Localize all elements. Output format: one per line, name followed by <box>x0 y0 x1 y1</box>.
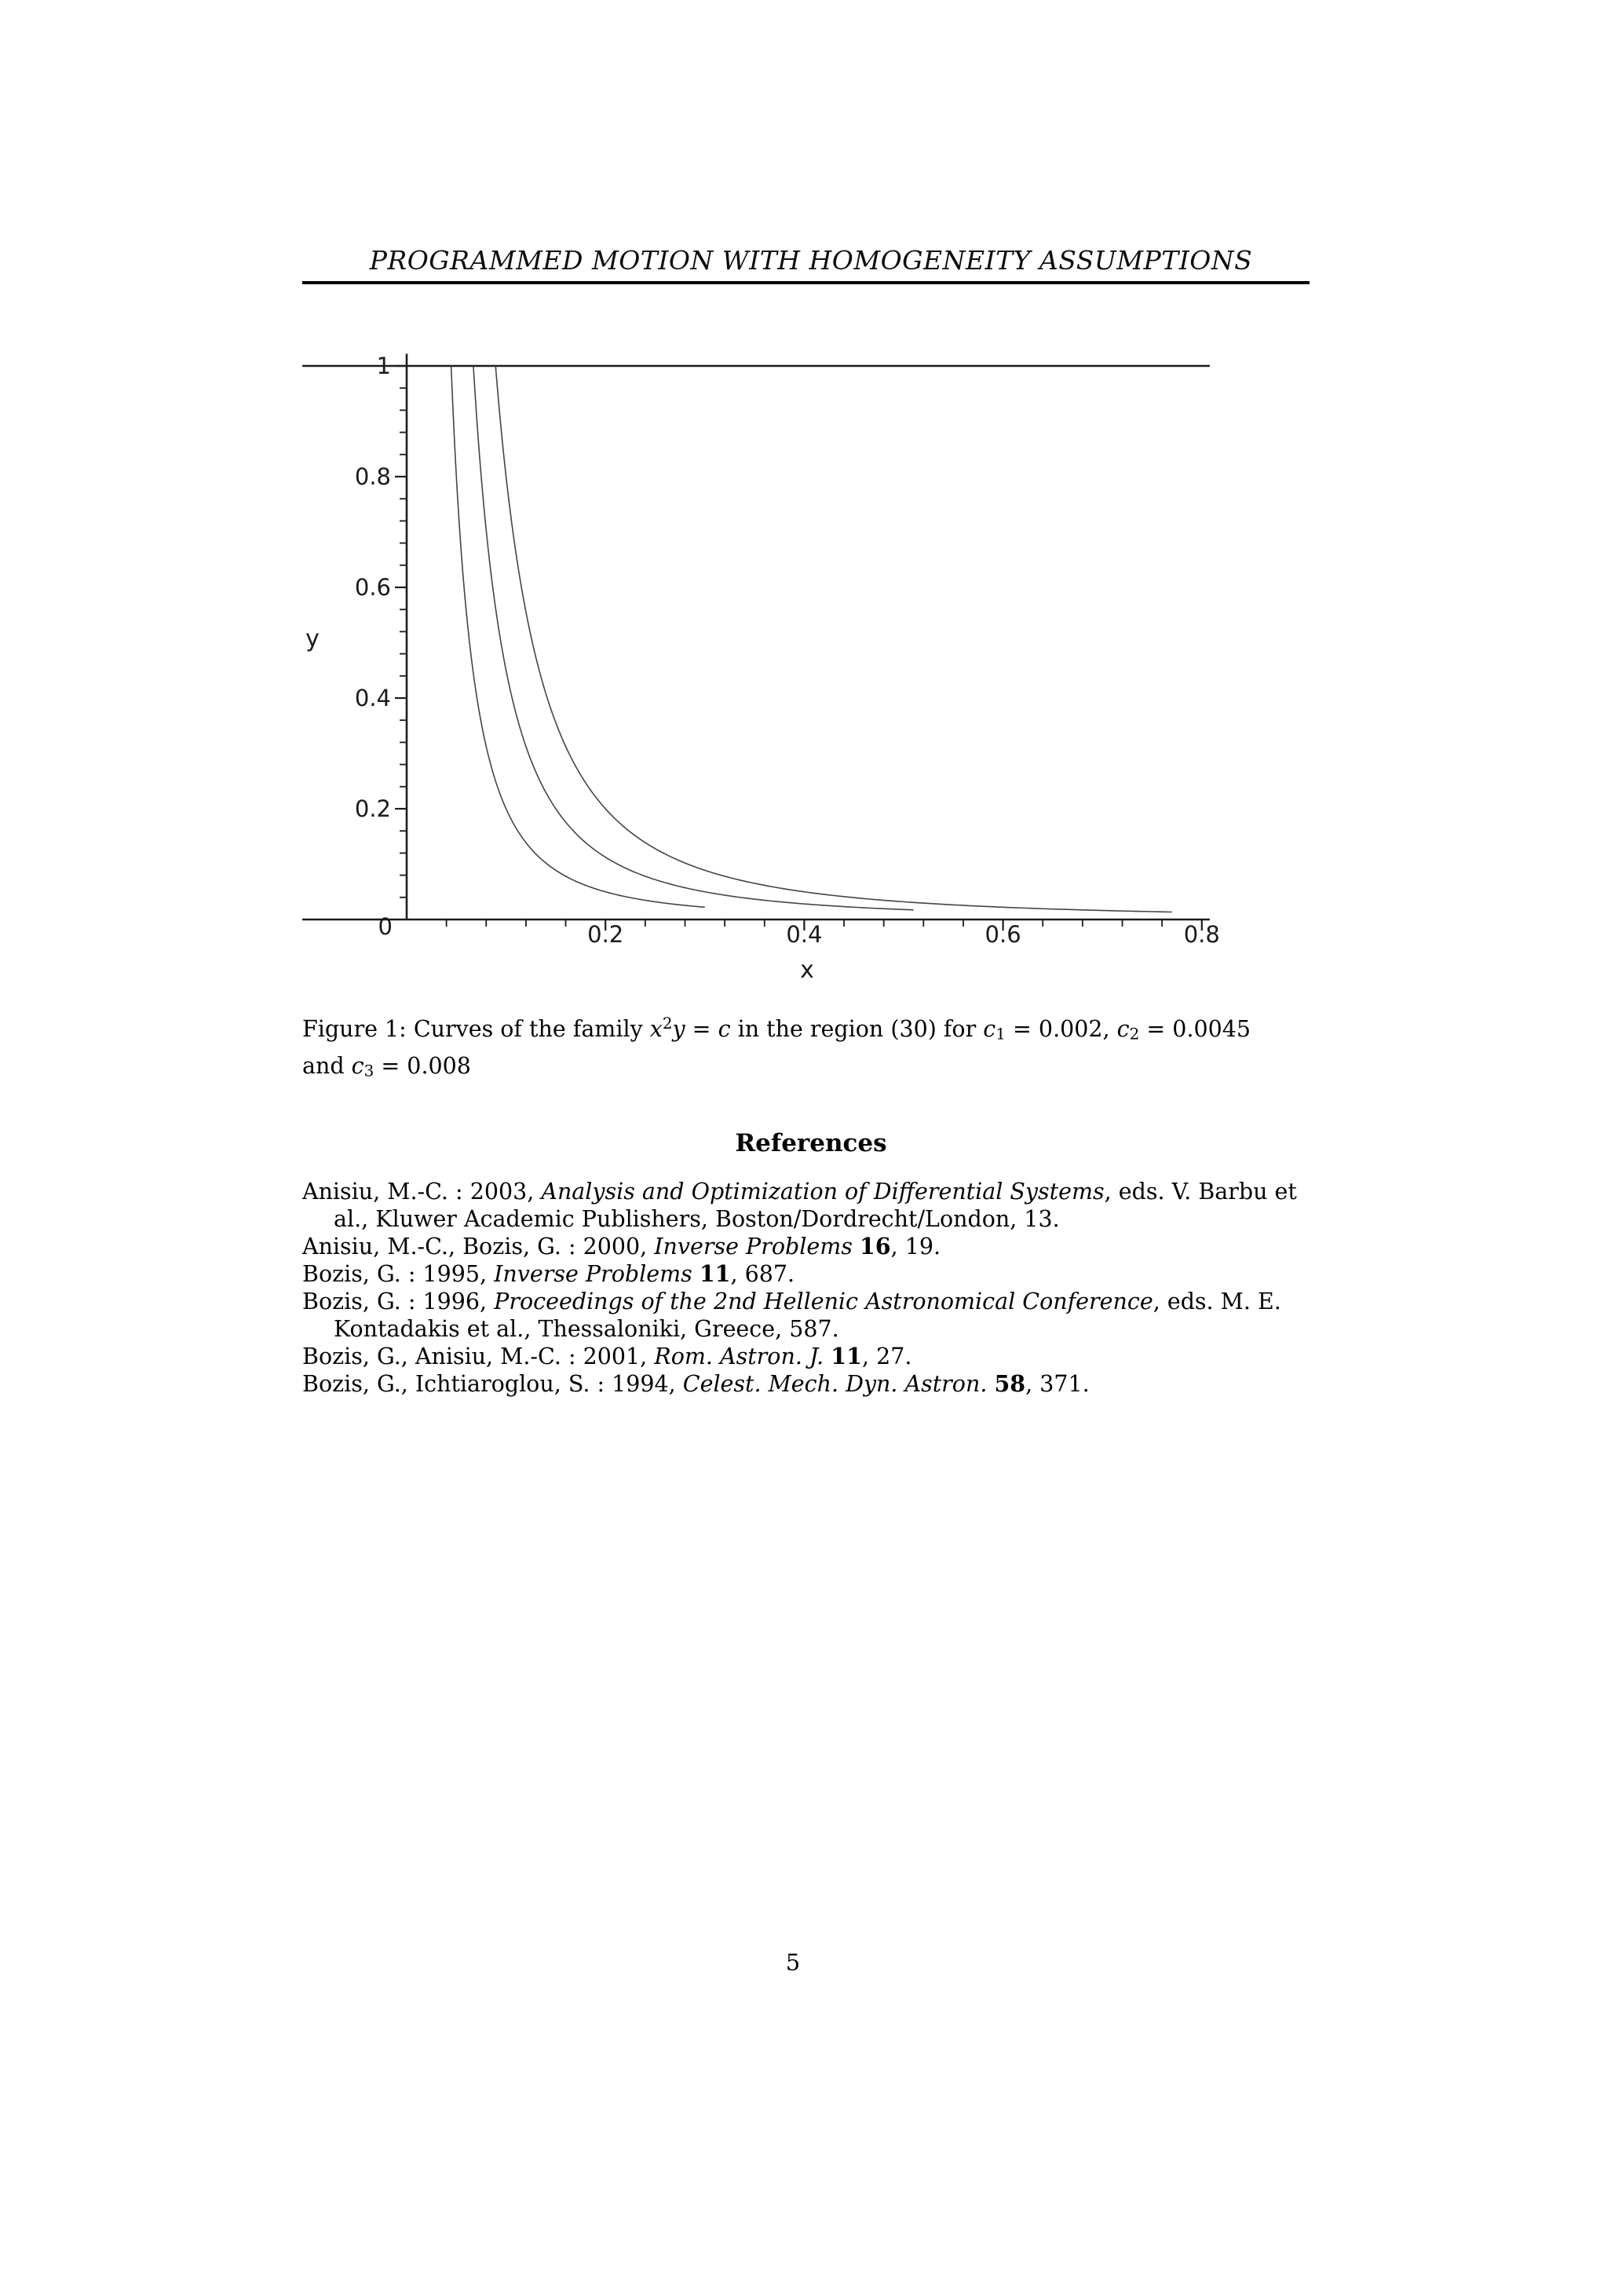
chart-axes <box>302 353 1210 919</box>
y-tick-label: 0.6 <box>354 574 391 601</box>
reference-item: Bozis, G., Ichtiaroglou, S. : 1994, Celest. Mech. Dyn. Astron. 58, 371. <box>302 1370 1090 1397</box>
family-curves <box>451 366 1172 912</box>
y-axis-title: y <box>305 625 320 653</box>
y-tick-label: 0.2 <box>354 795 391 822</box>
x-tick-label: 0.2 <box>587 921 624 948</box>
x-tick-label: 0.4 <box>786 921 823 948</box>
reference-item: Bozis, G. : 1996, Proceedings of the 2nd Hellenic Astronomical Conference, eds. M. E. Kontadakis et al., Thessaloniki, Greece, 587. <box>302 1289 1281 1342</box>
reference-item: Anisiu, M.-C., Bozis, G. : 2000, Inverse Problems 16, 19. <box>302 1233 941 1260</box>
reference-item: Anisiu, M.-C. : 2003, Analysis and Optimization of Differential Systems, eds. V. Barbu et al., Kluwer Academic Publishers, Boston/Dordrecht/London, 13. <box>302 1179 1297 1232</box>
curve-c1 <box>451 366 705 907</box>
y-tick-label: 0.8 <box>354 463 391 490</box>
figure1 <box>259 330 1343 1005</box>
figure1-chart <box>259 330 1343 1005</box>
running-title: PROGRAMMED MOTION WITH HOMOGENEITY ASSUMPTIONS <box>369 245 1253 276</box>
x-tick-label: 0.6 <box>985 921 1021 948</box>
page-number: 5 <box>785 1949 801 1976</box>
curve-c3 <box>495 366 1172 912</box>
axis-ticks <box>395 366 1202 930</box>
origin-label: 0 <box>378 913 393 940</box>
axis-tick-labels <box>355 353 1220 948</box>
references-list <box>302 1178 1323 1398</box>
references-heading: References <box>735 1129 887 1157</box>
y-tick-label: 0.4 <box>354 685 391 711</box>
y-tick-label: 1 <box>376 353 391 379</box>
figure1-caption <box>302 1007 1323 1088</box>
x-tick-label: 0.8 <box>1183 921 1220 948</box>
caption-line-1: Figure 1: Curves of the family $x^2y = c$ in the region (30) for c1 = 0.002, c2 = 0.0045 <box>302 1014 1251 1044</box>
curve-c2 <box>473 366 914 909</box>
reference-item: Bozis, G. : 1995, Inverse Problems 11, 687. <box>302 1260 795 1287</box>
caption-line-2: and c3 = 0.008 <box>302 1053 471 1080</box>
x-axis-title: x <box>800 956 814 984</box>
reference-item: Bozis, G., Anisiu, M.-C. : 2001, Rom. Astron. J. 11, 27. <box>302 1343 912 1369</box>
title-rule <box>302 281 1310 284</box>
